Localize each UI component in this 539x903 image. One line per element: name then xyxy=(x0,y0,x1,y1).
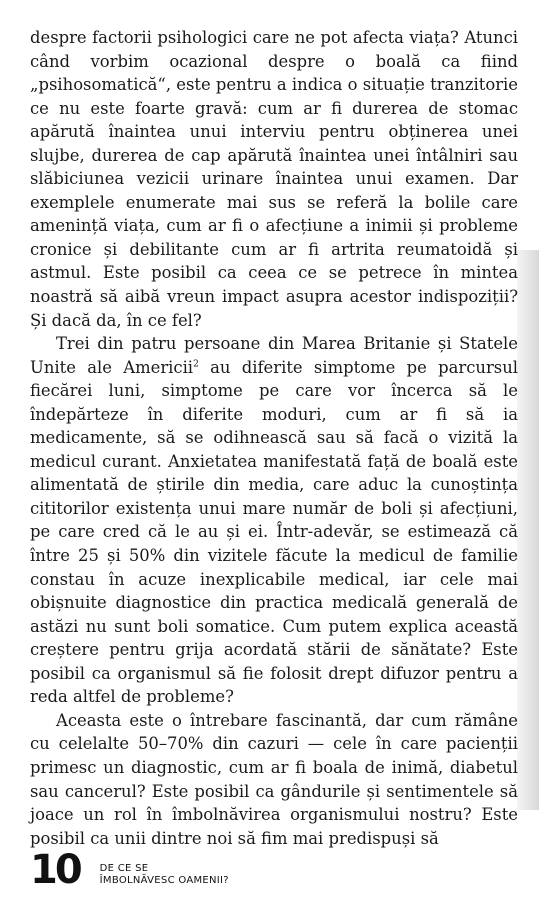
page-number: 10 xyxy=(30,847,80,893)
paragraph-1: despre factorii psihologici care ne pot afecta viața? Atunci când vorbim ocazional despre o boală ca fiind „psihosomatică“, este pentru a indica o situație tranzitorie ce nu este foarte gravă: cum ar fi durerea de stomac apărută înaintea unui interviu pentru obținerea unei slujbe, durerea de cap apărută înaintea unei întâlniri sau slăbiciunea vezicii urinare înaintea unui examen. Dar exemplele enumerate mai sus se referă la bolile care amenință viața, cum ar fi o afecțiune a inimii și probleme cronice și debilitante cum ar fi artrita reumatoidă și astmul. Este posibil ca ceea ce se petrece în mintea noastră să aibă vreun impact asupra acestor indispoziții? Și dacă da, în ce fel? xyxy=(30,28,518,330)
paragraph-3: Aceasta este o întrebare fascinantă, dar cum rămâne cu celelalte 50–70% din cazuri — cele în care pacienții primesc un diagnostic, cum ar fi boala de inimă, diabetul sau cancerul? Este posibil ca gândurile și sentimentele să joace un rol în îmbolnăvirea organismului nostru? Este posibil ca unii dintre noi să fim mai predispuși să xyxy=(30,710,518,848)
running-title-line-2: ÎMBOLNĂVESC OAMENII? xyxy=(99,875,229,886)
body-text xyxy=(30,26,518,850)
paragraph-2-rest: au diferite simptome pe parcursul fiecărei luni, simptome pe care vor încerca să le îndepărteze în diferite moduri, cum ar fi să ia medicamente, să se odihnească sau să facă o vizită la medicul curant. Anxietatea manifestată față de boală este alimentată de știrile din media, care aduc la cunoștința cititorilor existența unui mare număr de boli și afecțiuni, pe care cred că le au și ei. Într-adevăr, se estimează că între 25 și 50% din vizitele făcute la medicul de familie constau în acuze inexplicabile medical, iar cele mai obișnuite diagnostice din practica medicală generală de astăzi nu sunt boli somatice. Cum putem explica această creștere pentru grija acordată stării de sănătate? Este posibil ca organismul să fie folosit drept difuzor pentru a reda altfel de probleme? xyxy=(30,357,519,707)
page-footer xyxy=(30,847,229,893)
running-title-line-1: DE CE SE xyxy=(99,863,149,874)
running-title xyxy=(100,863,229,887)
footnote-marker: 2 xyxy=(193,359,199,370)
next-page-edge xyxy=(517,250,539,810)
paragraph-2-start: Trei din patru persoane din Marea Britanie și Statele Unite ale Americii xyxy=(30,334,518,377)
paragraph-2 xyxy=(30,332,518,709)
